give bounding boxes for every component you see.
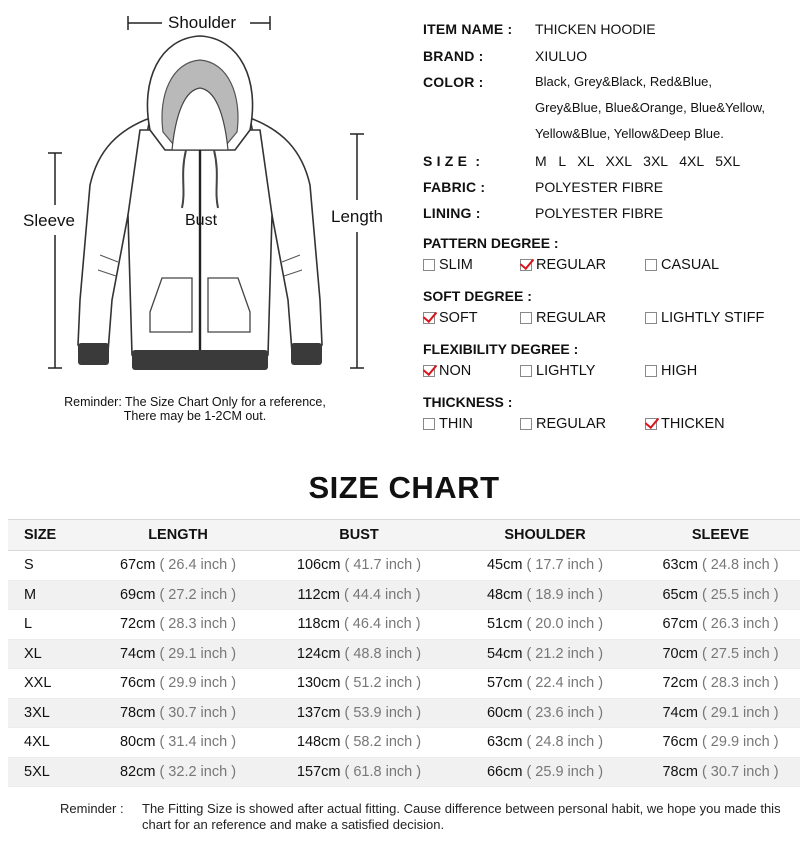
cm-value: 60cm (486, 704, 523, 721)
inch-value: ( 58.2 inch ) (344, 734, 422, 751)
inch-value: ( 29.9 inch ) (701, 734, 779, 751)
checked-checkbox-icon (423, 365, 435, 377)
inch-value: ( 28.3 inch ) (159, 616, 237, 633)
option-label: REGULAR (536, 257, 607, 273)
checkbox-icon (520, 365, 532, 377)
soft-degree-option (520, 310, 606, 326)
cm-value: 67cm (119, 557, 156, 574)
pattern-degree-option (645, 257, 719, 273)
sleeve-dimension-line (48, 153, 62, 368)
inch-value: ( 20.0 inch ) (526, 616, 604, 633)
sleeve-cell (641, 728, 800, 758)
bust-cell (269, 757, 449, 787)
option-label: LIGHTLY (536, 363, 596, 379)
pattern-degree-option (520, 257, 606, 273)
size-cell: 5XL (8, 757, 87, 787)
shoulder-cell (449, 580, 641, 610)
thickness-title: THICKNESS : (423, 394, 513, 410)
bust-cell (269, 698, 449, 728)
cm-value: 67cm (662, 616, 698, 633)
size-chart-title: SIZE CHART (308, 470, 500, 505)
shoulder-cell (449, 551, 641, 581)
header-size: SIZE (8, 520, 87, 551)
cm-value: 76cm (662, 734, 698, 751)
cm-value: 130cm (296, 675, 341, 692)
cm-value: 65cm (662, 586, 698, 603)
table-row (8, 669, 800, 699)
inch-value: ( 46.4 inch ) (343, 616, 421, 633)
header-bust: BUST (269, 520, 449, 551)
option-label: SLIM (439, 257, 473, 273)
inch-value: ( 27.5 inch ) (701, 645, 779, 662)
soft-degree-title: SOFT DEGREE : (423, 288, 532, 304)
inch-value: ( 24.8 inch ) (526, 734, 604, 751)
inch-value: ( 23.6 inch ) (526, 704, 604, 721)
length-label: Length (331, 207, 383, 226)
shoulder-cell (449, 728, 641, 758)
inch-value: ( 30.7 inch ) (701, 763, 779, 780)
option-label: THIN (439, 416, 473, 432)
sleeve-cell (641, 669, 800, 699)
checkbox-icon (423, 418, 435, 430)
option-label: HIGH (661, 363, 698, 379)
fitting-reminder-text: The Fitting Size is showed after actual fitting. Cause difference between personal habit, we hope you made this chart for an reference and make a satisfied decision. (142, 801, 781, 832)
checkbox-icon (520, 312, 532, 324)
cm-value: 74cm (662, 704, 698, 721)
soft-degree-option (423, 310, 478, 326)
inch-value: ( 25.9 inch ) (526, 763, 604, 780)
cm-value: 72cm (119, 616, 156, 633)
fitting-reminder-key: Reminder : (60, 801, 124, 816)
cm-value: 112cm (297, 586, 340, 603)
bust-cell (269, 551, 449, 581)
option-label: LIGHTLY STIFF (661, 310, 765, 326)
bust-cell (269, 610, 449, 640)
cm-value: 78cm (119, 704, 156, 721)
inch-value: ( 41.7 inch ) (344, 557, 422, 574)
flexibility-degree-option (423, 363, 471, 379)
size-cell: S (8, 551, 87, 581)
inch-value: ( 29.1 inch ) (159, 645, 237, 662)
length-cell (87, 639, 269, 669)
cm-value: 74cm (119, 645, 156, 662)
length-cell (87, 551, 269, 581)
bust-cell (269, 639, 449, 669)
soft-degree-option (645, 310, 764, 326)
sleeve-cell (641, 639, 800, 669)
size-chart-reminder: Reminder: The Size Chart Only for a reference, There may be 1-2CM out. (64, 395, 326, 423)
length-cell (87, 728, 269, 758)
shoulder-cell (449, 639, 641, 669)
table-row (8, 639, 800, 669)
color-line: Yellow&Blue, Yellow&Deep Blue. (535, 126, 724, 141)
length-cell (87, 580, 269, 610)
color-line: Grey&Blue, Blue&Orange, Blue&Yellow, (535, 100, 766, 115)
inch-value: ( 51.2 inch ) (344, 675, 422, 692)
sleeve-cell (641, 698, 800, 728)
size-cell: XXL (8, 669, 87, 699)
bust-cell (269, 728, 449, 758)
table-row (8, 610, 800, 640)
cm-value: 66cm (486, 763, 523, 780)
cm-value: 78cm (662, 763, 698, 780)
inch-value: ( 22.4 inch ) (526, 675, 604, 692)
option-label: NON (439, 363, 472, 379)
sleeve-label: Sleeve (23, 211, 75, 230)
bust-label: Bust (185, 212, 218, 229)
cm-value: 76cm (119, 675, 156, 692)
cm-value: 124cm (296, 645, 341, 662)
cm-value: 70cm (662, 645, 698, 662)
sleeve-cell (641, 580, 800, 610)
table-row (8, 698, 800, 728)
length-dimension-line (350, 134, 364, 368)
thickness-option (423, 416, 473, 432)
shoulder-cell (449, 757, 641, 787)
color-line: Black, Grey&Black, Red&Blue, (535, 74, 713, 89)
hoodie-illustration (0, 0, 400, 390)
length-cell (87, 698, 269, 728)
inch-value: ( 61.8 inch ) (344, 763, 422, 780)
inch-value: ( 18.9 inch ) (526, 586, 604, 603)
inch-value: ( 31.4 inch ) (159, 734, 237, 751)
size-chart-body (8, 551, 800, 787)
cm-value: 157cm (296, 763, 341, 780)
sleeve-cell (641, 757, 800, 787)
inch-value: ( 27.2 inch ) (159, 586, 237, 603)
sleeve-cell (641, 551, 800, 581)
option-label: REGULAR (536, 310, 607, 326)
option-label: CASUAL (661, 257, 720, 273)
size-cell: 3XL (8, 698, 87, 728)
checked-checkbox-icon (423, 312, 435, 324)
cm-value: 106cm (296, 557, 341, 574)
checked-checkbox-icon (645, 418, 657, 430)
bust-cell (269, 669, 449, 699)
inch-value: ( 26.4 inch ) (159, 557, 237, 574)
flexibility-degree-option (645, 363, 697, 379)
inch-value: ( 17.7 inch ) (526, 557, 604, 574)
cm-value: 63cm (662, 557, 698, 574)
size-chart-table (8, 519, 800, 787)
header-length: LENGTH (87, 520, 269, 551)
table-row (8, 728, 800, 758)
cm-value: 51cm (486, 616, 523, 633)
cm-value: 82cm (119, 763, 156, 780)
pattern-degree-option (423, 257, 473, 273)
header-shoulder: SHOULDER (449, 520, 641, 551)
inch-value: ( 21.2 inch ) (526, 645, 604, 662)
checked-checkbox-icon (520, 259, 532, 271)
cm-value: 72cm (662, 675, 698, 692)
flexibility-degree-option (520, 363, 595, 379)
cm-value: 54cm (486, 645, 523, 662)
inch-value: ( 25.5 inch ) (701, 586, 779, 603)
shoulder-cell (449, 669, 641, 699)
inch-value: ( 44.4 inch ) (343, 586, 421, 603)
cm-value: 69cm (119, 586, 156, 603)
length-cell (87, 669, 269, 699)
inch-value: ( 26.3 inch ) (701, 616, 779, 633)
size-chart-header-row (8, 520, 800, 551)
size-cell: M (8, 580, 87, 610)
inch-value: ( 48.8 inch ) (344, 645, 422, 662)
length-cell (87, 610, 269, 640)
option-label: SOFT (439, 310, 478, 326)
cm-value: 48cm (486, 586, 523, 603)
checkbox-icon (645, 365, 657, 377)
bust-cell (269, 580, 449, 610)
inch-value: ( 28.3 inch ) (701, 675, 779, 692)
sleeve-cell (641, 610, 800, 640)
shoulder-label: Shoulder (168, 13, 237, 32)
checkbox-icon (520, 418, 532, 430)
inch-value: ( 24.8 inch ) (701, 557, 779, 574)
inch-value: ( 30.7 inch ) (159, 704, 237, 721)
header-sleeve: SLEEVE (641, 520, 800, 551)
length-cell (87, 757, 269, 787)
shoulder-cell (449, 698, 641, 728)
table-row (8, 580, 800, 610)
inch-value: ( 32.2 inch ) (159, 763, 237, 780)
option-label: THICKEN (661, 416, 725, 432)
cm-value: 45cm (486, 557, 523, 574)
pattern-degree-title: PATTERN DEGREE : (423, 235, 559, 251)
table-row (8, 757, 800, 787)
thickness-option (520, 416, 606, 432)
option-label: REGULAR (536, 416, 607, 432)
size-cell: XL (8, 639, 87, 669)
inch-value: ( 29.9 inch ) (159, 675, 237, 692)
cm-value: 63cm (486, 734, 523, 751)
shoulder-cell (449, 610, 641, 640)
checkbox-icon (645, 259, 657, 271)
checkbox-icon (645, 312, 657, 324)
inch-value: ( 53.9 inch ) (344, 704, 422, 721)
flexibility-degree-title: FLEXIBILITY DEGREE : (423, 341, 579, 357)
thickness-option (645, 416, 725, 432)
inch-value: ( 29.1 inch ) (701, 704, 779, 721)
cm-value: 57cm (486, 675, 523, 692)
size-cell: L (8, 610, 87, 640)
hoodie-diagram (0, 0, 400, 440)
cm-value: 148cm (296, 734, 341, 751)
checkbox-icon (423, 259, 435, 271)
cm-value: 118cm (297, 616, 340, 633)
table-row (8, 551, 800, 581)
size-cell: 4XL (8, 728, 87, 758)
cm-value: 80cm (119, 734, 156, 751)
cm-value: 137cm (296, 704, 341, 721)
